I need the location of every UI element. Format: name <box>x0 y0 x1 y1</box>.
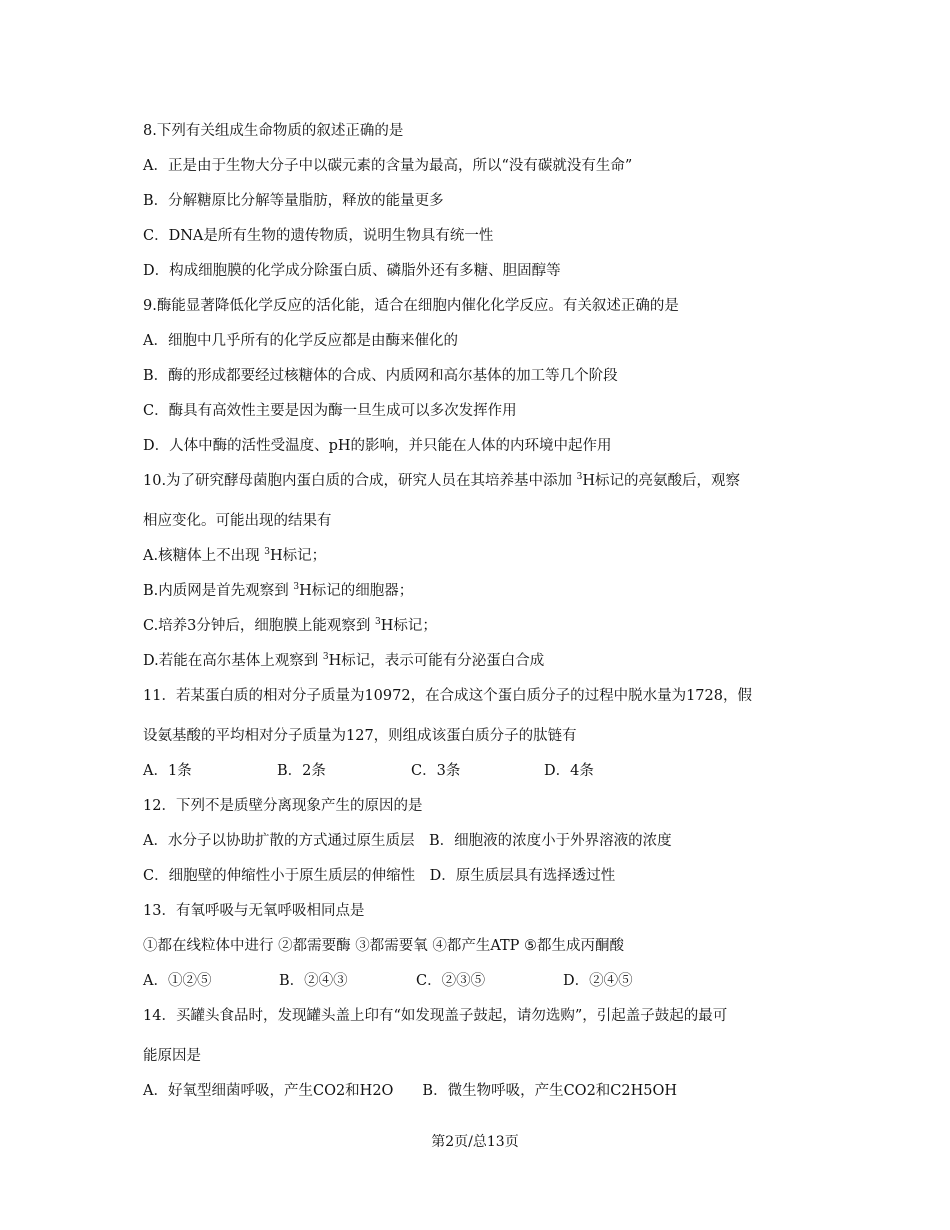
question-12-stem: 12．下列不是质壁分离现象产生的原因的是 <box>143 798 423 814</box>
question-8-option-a: A．正是由于生物大分子中以碳元素的含量为最高，所以“没有碳就没有生命” <box>143 158 633 174</box>
question-10-option-d: D.若能在高尔基体上观察到 $^3$H标记，表示可能有分泌蛋白合成 <box>143 652 545 669</box>
question-13-option-b: B．②④③ <box>279 973 348 989</box>
question-13-option-c: C．②③⑤ <box>416 973 486 989</box>
question-11-option-d: D．4条 <box>544 763 594 779</box>
question-10-option-b: B.内质网是首先观察到 $^3$H标记的细胞器； <box>143 582 414 599</box>
question-8-option-c: C．DNA是所有生物的遗传物质，说明生物具有统一性 <box>143 228 494 244</box>
question-14-options-ab: A．好氧型细菌呼吸，产生CO2和H2O B．微生物呼吸，产生CO2和C2H5OH <box>143 1083 678 1099</box>
question-11-stem: 11．若某蛋白质的相对分子质量为10972，在合成这个蛋白质分子的过程中脱水量为1728，假 <box>143 688 752 704</box>
question-11-options <box>143 761 594 781</box>
question-14-stem-continued: 能原因是 <box>143 1048 201 1064</box>
question-13-stem: 13．有氧呼吸与无氧呼吸相同点是 <box>143 903 365 919</box>
question-9-stem: 9.酶能显著降低化学反应的活化能，适合在细胞内催化化学反应。有关叙述正确的是 <box>143 298 679 314</box>
question-13-option-d: D．②④⑤ <box>563 973 633 989</box>
question-10-option-a: A.核糖体上不出现 $^3$H标记； <box>143 547 327 564</box>
page-number-footer: 第2页/总13页 <box>431 1134 519 1150</box>
question-11-option-a: A．1条 <box>143 763 192 779</box>
question-12-options-ab: A．水分子以协助扩散的方式通过原生质层 B．细胞液的浓度小于外界溶液的浓度 <box>143 833 672 849</box>
question-13-options <box>143 971 633 991</box>
question-10-stem-continued: 相应变化。可能出现的结果有 <box>143 513 332 529</box>
question-10-stem: 10.为了研究酵母菌胞内蛋白质的合成，研究人员在其培养基中添加 $^3$H标记的亮氨酸后，观察 <box>143 472 741 489</box>
question-13-option-a: A．①②⑤ <box>143 973 212 989</box>
question-8-stem: 8.下列有关组成生命物质的叙述正确的是 <box>143 123 404 139</box>
superscript: 3 <box>322 652 329 663</box>
question-10-option-c: C.培养3分钟后，细胞膜上能观察到 $^3$H标记； <box>143 617 437 634</box>
question-11-stem-continued: 设氨基酸的平均相对分子质量为127，则组成该蛋白质分子的肽链有 <box>143 728 577 744</box>
question-14-stem: 14．买罐头食品时，发现罐头盖上印有“如发现盖子鼓起，请勿选购”，引起盖子鼓起的最可 <box>143 1008 728 1024</box>
question-12-options-cd: C．细胞壁的伸缩性小于原生质层的伸缩性 D．原生质层具有选择透过性 <box>143 868 616 884</box>
question-9-option-b: B．酶的形成都要经过核糖体的合成、内质网和高尔基体的加工等几个阶段 <box>143 368 618 384</box>
question-11-option-b: B．2条 <box>277 763 326 779</box>
superscript: 3 <box>375 617 381 628</box>
superscript: 3 <box>293 582 300 593</box>
question-8-option-b: B．分解糖原比分解等量脂肪，释放的能量更多 <box>143 193 444 209</box>
question-8-option-d: D．构成细胞膜的化学成分除蛋白质、磷脂外还有多糖、胆固醇等 <box>143 263 561 279</box>
question-13-items: ①都在线粒体中进行 ②都需要酶 ③都需要氧 ④都产生ATP ⑤都生成丙酮酸 <box>143 938 625 954</box>
question-11-option-c: C．3条 <box>411 763 461 779</box>
question-9-option-d: D．人体中酶的活性受温度、pH的影响，并只能在人体的内环境中起作用 <box>143 438 612 454</box>
question-9-option-a: A．细胞中几乎所有的化学反应都是由酶来催化的 <box>143 333 458 349</box>
superscript: 3 <box>576 472 583 483</box>
question-9-option-c: C．酶具有高效性主要是因为酶一旦生成可以多次发挥作用 <box>143 403 517 419</box>
superscript: 3 <box>264 547 270 558</box>
